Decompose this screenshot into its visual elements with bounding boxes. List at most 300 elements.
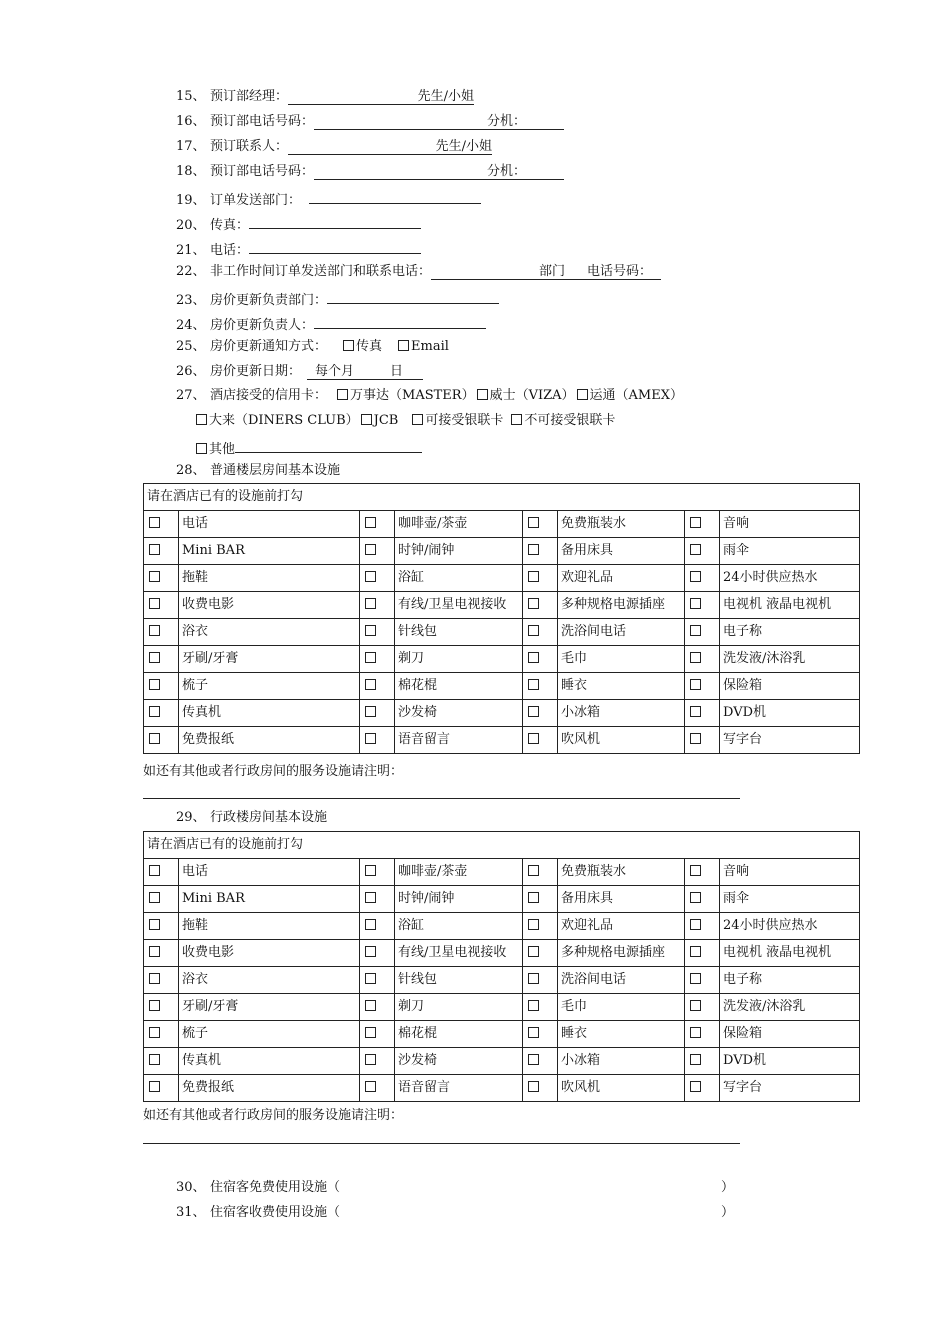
checkbox-cell xyxy=(360,727,395,754)
table-row xyxy=(144,565,860,592)
jcb-checkbox[interactable] xyxy=(361,414,372,425)
table-row xyxy=(144,859,860,886)
facility-checkbox[interactable] xyxy=(365,1054,376,1065)
facility-checkbox[interactable] xyxy=(690,652,701,663)
facility-name: 电子称 xyxy=(720,619,860,646)
facility-checkbox[interactable] xyxy=(528,733,539,744)
facility-checkbox[interactable] xyxy=(365,517,376,528)
facility-checkbox[interactable] xyxy=(149,706,160,717)
facility-name: 棉花棍 xyxy=(395,673,523,700)
facility-checkbox[interactable] xyxy=(149,946,160,957)
item-number: 27、 xyxy=(176,388,206,403)
facility-name: 睡衣 xyxy=(558,1021,685,1048)
facility-checkbox[interactable] xyxy=(365,544,376,555)
checkbox-cell xyxy=(360,859,395,886)
facility-checkbox[interactable] xyxy=(528,1054,539,1065)
facility-name: 雨伞 xyxy=(720,886,860,913)
checkbox-cell xyxy=(523,859,558,886)
facility-checkbox[interactable] xyxy=(149,892,160,903)
checkbox-cell xyxy=(523,1021,558,1048)
facility-name: DVD机 xyxy=(720,1048,860,1075)
section-title: 行政楼房间基本设施 xyxy=(210,810,328,825)
facility-name: 音响 xyxy=(720,859,860,886)
facility-checkbox[interactable] xyxy=(365,733,376,744)
facility-checkbox[interactable] xyxy=(690,946,701,957)
extension-label: 分机： xyxy=(487,114,527,129)
facility-checkbox[interactable] xyxy=(690,1027,701,1038)
field-label: 房价更新通知方式： xyxy=(210,339,328,354)
month-label: 每个月 xyxy=(315,364,355,379)
field-label: 预订部电话号码： xyxy=(210,164,315,179)
checkbox-cell xyxy=(523,673,558,700)
card-label: 可接受银联卡 xyxy=(425,413,504,428)
checkbox-cell xyxy=(360,700,395,727)
table-row xyxy=(144,1075,860,1102)
facility-name: 雨伞 xyxy=(720,538,860,565)
field-reservation-contact xyxy=(176,137,492,157)
checkbox-cell xyxy=(360,619,395,646)
other-card-input[interactable] xyxy=(235,436,422,453)
field-after-hours xyxy=(176,262,661,282)
facility-name: 咖啡壶/茶壶 xyxy=(395,511,523,538)
closing-paren: ） xyxy=(721,1205,735,1220)
checkbox-cell xyxy=(523,646,558,673)
field-rate-notice xyxy=(176,337,449,357)
contact-name-input[interactable] xyxy=(288,138,492,155)
checkbox-cell xyxy=(685,700,720,727)
item-number: 26、 xyxy=(176,364,206,379)
phone-label: 电话号码： xyxy=(587,264,653,279)
facility-checkbox[interactable] xyxy=(149,652,160,663)
facility-checkbox[interactable] xyxy=(528,679,539,690)
executive-facilities-table xyxy=(143,831,860,1102)
field-label: 酒店接受的信用卡： xyxy=(210,388,328,403)
amex-checkbox[interactable] xyxy=(577,389,588,400)
facility-checkbox[interactable] xyxy=(528,892,539,903)
checkbox-cell xyxy=(144,1075,179,1102)
facility-name: 时钟/闹钟 xyxy=(395,538,523,565)
facility-name: Mini BAR xyxy=(179,538,360,565)
field-label: 房价更新负责人： xyxy=(210,318,315,333)
facility-name: 保险箱 xyxy=(720,1021,860,1048)
facility-checkbox[interactable] xyxy=(528,652,539,663)
unionpay-yes-checkbox[interactable] xyxy=(412,414,423,425)
facility-checkbox[interactable] xyxy=(690,625,701,636)
facility-name: 吹风机 xyxy=(558,1075,685,1102)
field-label: 预订部经理： xyxy=(210,89,289,104)
facility-name: 多种规格电源插座 xyxy=(558,940,685,967)
facility-name: 洗浴间电话 xyxy=(558,619,685,646)
facility-checkbox[interactable] xyxy=(149,919,160,930)
facility-name: 免费报纸 xyxy=(179,727,360,754)
rate-date-input[interactable] xyxy=(307,363,423,380)
checkbox-cell xyxy=(360,511,395,538)
facility-checkbox[interactable] xyxy=(528,625,539,636)
facility-name: 传真机 xyxy=(179,1048,360,1075)
facility-name: 24小时供应热水 xyxy=(720,913,860,940)
checkbox-cell xyxy=(523,511,558,538)
facility-name: 小冰箱 xyxy=(558,700,685,727)
visa-checkbox[interactable] xyxy=(477,389,488,400)
facility-name: 免费瓶装水 xyxy=(558,859,685,886)
field-rate-date xyxy=(176,362,423,382)
facility-checkbox[interactable] xyxy=(528,517,539,528)
extension-label: 分机： xyxy=(487,164,527,179)
facility-name: 拖鞋 xyxy=(179,565,360,592)
facility-checkbox[interactable] xyxy=(365,865,376,876)
facility-checkbox[interactable] xyxy=(690,892,701,903)
checkbox-cell xyxy=(523,913,558,940)
facility-name: 浴缸 xyxy=(395,565,523,592)
field-fax xyxy=(176,212,421,232)
rate-dept-input[interactable] xyxy=(327,287,499,304)
item-number: 23、 xyxy=(176,293,206,308)
checkbox-cell xyxy=(360,886,395,913)
facility-checkbox[interactable] xyxy=(365,1027,376,1038)
other-card-checkbox[interactable] xyxy=(196,443,207,454)
facility-name: 牙刷/牙膏 xyxy=(179,646,360,673)
facility-checkbox[interactable] xyxy=(365,1081,376,1092)
facility-checkbox[interactable] xyxy=(365,973,376,984)
facility-checkbox[interactable] xyxy=(149,517,160,528)
checkbox-cell xyxy=(144,859,179,886)
checkbox-cell xyxy=(360,592,395,619)
checkbox-cell xyxy=(360,673,395,700)
field-phone xyxy=(176,237,421,257)
card-label: 其他 xyxy=(209,442,236,457)
day-label: 日 xyxy=(390,364,404,379)
checkbox-cell xyxy=(523,967,558,994)
facility-name: 睡衣 xyxy=(558,673,685,700)
checkbox-cell xyxy=(523,994,558,1021)
section-title-executive xyxy=(176,808,327,828)
table-row xyxy=(144,700,860,727)
checkbox-cell xyxy=(144,700,179,727)
facility-checkbox[interactable] xyxy=(365,706,376,717)
checkbox-cell xyxy=(523,1048,558,1075)
facility-checkbox[interactable] xyxy=(149,1027,160,1038)
checkbox-cell xyxy=(144,994,179,1021)
field-label: 预订联系人： xyxy=(210,139,289,154)
facility-checkbox[interactable] xyxy=(690,544,701,555)
facility-checkbox[interactable] xyxy=(149,625,160,636)
facility-name: 音响 xyxy=(720,511,860,538)
facility-name: 咖啡壶/茶壶 xyxy=(395,859,523,886)
checkbox-cell xyxy=(360,646,395,673)
checkbox-cell xyxy=(144,538,179,565)
checkbox-cell xyxy=(360,1021,395,1048)
checkbox-cell xyxy=(685,1075,720,1102)
facility-name: 语音留言 xyxy=(395,727,523,754)
facility-checkbox[interactable] xyxy=(365,679,376,690)
facility-name: 牙刷/牙膏 xyxy=(179,994,360,1021)
checkbox-cell xyxy=(144,619,179,646)
facility-checkbox[interactable] xyxy=(149,598,160,609)
facility-name: 多种规格电源插座 xyxy=(558,592,685,619)
facility-checkbox[interactable] xyxy=(528,571,539,582)
table-row xyxy=(144,592,860,619)
field-label: 预订部电话号码： xyxy=(210,114,315,129)
facility-checkbox[interactable] xyxy=(365,892,376,903)
facility-checkbox[interactable] xyxy=(149,1081,160,1092)
item-number: 28、 xyxy=(176,463,206,478)
facility-checkbox[interactable] xyxy=(365,919,376,930)
checkbox-cell xyxy=(523,940,558,967)
item-number: 21、 xyxy=(176,243,206,258)
facility-name: 浴缸 xyxy=(395,913,523,940)
field-free-facilities xyxy=(176,1178,736,1198)
item-number: 19、 xyxy=(176,193,206,208)
checkbox-cell xyxy=(685,967,720,994)
card-label: 不可接受银联卡 xyxy=(524,413,616,428)
phone-input[interactable] xyxy=(314,163,564,180)
order-dept-input[interactable] xyxy=(309,187,481,204)
checkbox-cell xyxy=(144,886,179,913)
checkbox-cell xyxy=(144,673,179,700)
facility-name: 备用床具 xyxy=(558,886,685,913)
master-checkbox[interactable] xyxy=(337,389,348,400)
checkbox-cell xyxy=(360,538,395,565)
facility-checkbox[interactable] xyxy=(690,919,701,930)
facility-checkbox[interactable] xyxy=(365,598,376,609)
facility-checkbox[interactable] xyxy=(690,1000,701,1011)
checkbox-cell xyxy=(685,994,720,1021)
checkbox-cell xyxy=(360,940,395,967)
field-credit-cards xyxy=(176,386,683,406)
checkbox-cell xyxy=(523,592,558,619)
field-label: 房价更新日期： xyxy=(210,364,302,379)
card-label: 大来（DINERS CLUB） xyxy=(209,413,359,428)
facility-checkbox[interactable] xyxy=(690,517,701,528)
facility-checkbox[interactable] xyxy=(365,652,376,663)
facility-checkbox[interactable] xyxy=(149,544,160,555)
facility-name: 传真机 xyxy=(179,700,360,727)
facility-checkbox[interactable] xyxy=(149,571,160,582)
facility-name: 语音留言 xyxy=(395,1075,523,1102)
facility-checkbox[interactable] xyxy=(149,1054,160,1065)
facility-name: 时钟/闹钟 xyxy=(395,886,523,913)
table-row xyxy=(144,967,860,994)
facility-name: 毛巾 xyxy=(558,646,685,673)
facility-checkbox[interactable] xyxy=(690,598,701,609)
checkbox-cell xyxy=(144,565,179,592)
facility-name: 针线包 xyxy=(395,967,523,994)
closing-paren: ） xyxy=(721,1180,735,1195)
checkbox-cell xyxy=(523,538,558,565)
facility-name: 写字台 xyxy=(720,1075,860,1102)
dept-label: 部门 xyxy=(539,264,566,279)
facility-checkbox[interactable] xyxy=(528,973,539,984)
checkbox-cell xyxy=(523,700,558,727)
checkbox-cell xyxy=(685,673,720,700)
facility-checkbox[interactable] xyxy=(528,946,539,957)
facility-name: 梳子 xyxy=(179,673,360,700)
item-number: 25、 xyxy=(176,339,206,354)
field-credit-cards-row3 xyxy=(194,436,422,456)
field-label: 住宿客免费使用设施（ xyxy=(210,1180,341,1195)
field-rate-person xyxy=(176,312,486,332)
phone-input[interactable] xyxy=(314,113,564,130)
facility-name: 备用床具 xyxy=(558,538,685,565)
facility-checkbox[interactable] xyxy=(149,865,160,876)
facility-checkbox[interactable] xyxy=(690,1054,701,1065)
checkbox-cell xyxy=(685,886,720,913)
table-row xyxy=(144,886,860,913)
option-label: Email xyxy=(411,339,449,354)
facility-name: 保险箱 xyxy=(720,673,860,700)
checkbox-cell xyxy=(144,646,179,673)
manager-name-input[interactable] xyxy=(288,88,474,105)
facility-checkbox[interactable] xyxy=(690,865,701,876)
checkbox-cell xyxy=(360,565,395,592)
facility-name: 剃刀 xyxy=(395,646,523,673)
field-paid-facilities xyxy=(176,1203,736,1223)
facility-checkbox[interactable] xyxy=(149,1000,160,1011)
checkbox-cell xyxy=(144,592,179,619)
facility-checkbox[interactable] xyxy=(690,679,701,690)
checkbox-cell xyxy=(685,913,720,940)
facility-name: 电话 xyxy=(179,511,360,538)
facility-checkbox[interactable] xyxy=(528,1081,539,1092)
section-title-standard xyxy=(176,461,340,481)
table-row xyxy=(144,619,860,646)
facility-checkbox[interactable] xyxy=(690,973,701,984)
title-suffix: 先生/小姐 xyxy=(435,139,493,154)
facility-name: 梳子 xyxy=(179,1021,360,1048)
table-row xyxy=(144,994,860,1021)
checkbox-cell xyxy=(685,727,720,754)
note-line[interactable] xyxy=(143,1143,740,1144)
checkbox-cell xyxy=(685,1048,720,1075)
facility-name: 免费瓶装水 xyxy=(558,511,685,538)
facility-name: 24小时供应热水 xyxy=(720,565,860,592)
facility-checkbox[interactable] xyxy=(690,733,701,744)
checkbox-cell xyxy=(360,1048,395,1075)
checkbox-cell xyxy=(685,511,720,538)
facility-name: 电视机 液晶电视机 xyxy=(720,940,860,967)
checkbox-cell xyxy=(523,886,558,913)
facility-checkbox[interactable] xyxy=(690,1081,701,1092)
facility-name: DVD机 xyxy=(720,700,860,727)
fax-input[interactable] xyxy=(249,212,421,229)
facility-checkbox[interactable] xyxy=(528,865,539,876)
field-label: 非工作时间订单发送部门和联系电话： xyxy=(210,264,432,279)
facility-checkbox[interactable] xyxy=(365,571,376,582)
facility-checkbox[interactable] xyxy=(690,571,701,582)
facility-name: 吹风机 xyxy=(558,727,685,754)
facility-name: 收费电影 xyxy=(179,592,360,619)
table-note: 如还有其他或者行政房间的服务设施请注明： xyxy=(143,1108,404,1123)
facility-checkbox[interactable] xyxy=(365,946,376,957)
checkbox-cell xyxy=(685,592,720,619)
field-label: 房价更新负责部门： xyxy=(210,293,328,308)
facility-checkbox[interactable] xyxy=(149,733,160,744)
facility-checkbox[interactable] xyxy=(528,706,539,717)
item-number: 31、 xyxy=(176,1205,206,1220)
checkbox-cell xyxy=(144,1021,179,1048)
facility-checkbox[interactable] xyxy=(528,1027,539,1038)
facility-checkbox[interactable] xyxy=(365,1000,376,1011)
checkbox-cell xyxy=(144,913,179,940)
facility-name: 毛巾 xyxy=(558,994,685,1021)
checkbox-cell xyxy=(523,619,558,646)
facility-name: 小冰箱 xyxy=(558,1048,685,1075)
facility-name: 电话 xyxy=(179,859,360,886)
checkbox-cell xyxy=(144,940,179,967)
facility-name: 浴衣 xyxy=(179,967,360,994)
facility-checkbox[interactable] xyxy=(528,544,539,555)
table-row xyxy=(144,511,860,538)
facility-name: 有线/卫星电视接收 xyxy=(395,592,523,619)
field-label: 传真： xyxy=(210,218,250,233)
facility-name: Mini BAR xyxy=(179,886,360,913)
rate-person-input[interactable] xyxy=(314,312,486,329)
checkbox-cell xyxy=(360,994,395,1021)
checkbox-cell xyxy=(685,538,720,565)
facility-checkbox[interactable] xyxy=(365,625,376,636)
email-checkbox[interactable] xyxy=(398,340,409,351)
table-row xyxy=(144,538,860,565)
checkbox-cell xyxy=(685,859,720,886)
facility-name: 欢迎礼品 xyxy=(558,913,685,940)
table-row xyxy=(144,1021,860,1048)
note-line[interactable] xyxy=(143,798,740,799)
phone-input[interactable] xyxy=(249,237,421,254)
checkbox-cell xyxy=(144,727,179,754)
table-header: 请在酒店已有的设施前打勾 xyxy=(144,484,860,511)
facility-checkbox[interactable] xyxy=(528,919,539,930)
field-reservation-phone xyxy=(176,112,564,132)
card-label: 万事达（MASTER） xyxy=(350,388,475,403)
facility-checkbox[interactable] xyxy=(528,1000,539,1011)
facility-checkbox[interactable] xyxy=(149,679,160,690)
after-hours-input[interactable] xyxy=(431,263,661,280)
facility-name: 浴衣 xyxy=(179,619,360,646)
facility-name: 电子称 xyxy=(720,967,860,994)
facility-name: 洗发液/沐浴乳 xyxy=(720,994,860,1021)
facility-name: 收费电影 xyxy=(179,940,360,967)
option-label: 传真 xyxy=(356,339,383,354)
diners-checkbox[interactable] xyxy=(196,414,207,425)
item-number: 18、 xyxy=(176,164,206,179)
table-row xyxy=(144,646,860,673)
fax-checkbox[interactable] xyxy=(343,340,354,351)
facility-name: 沙发椅 xyxy=(395,700,523,727)
facility-checkbox[interactable] xyxy=(528,598,539,609)
checkbox-cell xyxy=(685,565,720,592)
facility-name: 针线包 xyxy=(395,619,523,646)
item-number: 17、 xyxy=(176,139,206,154)
facility-checkbox[interactable] xyxy=(149,973,160,984)
facility-name: 沙发椅 xyxy=(395,1048,523,1075)
title-suffix: 先生/小姐 xyxy=(417,89,475,104)
facility-name: 洗发液/沐浴乳 xyxy=(720,646,860,673)
table-row xyxy=(144,940,860,967)
facility-name: 剃刀 xyxy=(395,994,523,1021)
facility-name: 写字台 xyxy=(720,727,860,754)
checkbox-cell xyxy=(523,565,558,592)
facility-checkbox[interactable] xyxy=(690,706,701,717)
card-label: JCB xyxy=(373,413,399,428)
unionpay-no-checkbox[interactable] xyxy=(511,414,522,425)
item-number: 30、 xyxy=(176,1180,206,1195)
facility-name: 棉花棍 xyxy=(395,1021,523,1048)
field-label: 订单发送部门： xyxy=(210,193,302,208)
checkbox-cell xyxy=(144,1048,179,1075)
facility-name: 有线/卫星电视接收 xyxy=(395,940,523,967)
field-reservation-phone-2 xyxy=(176,162,564,182)
facility-name: 欢迎礼品 xyxy=(558,565,685,592)
